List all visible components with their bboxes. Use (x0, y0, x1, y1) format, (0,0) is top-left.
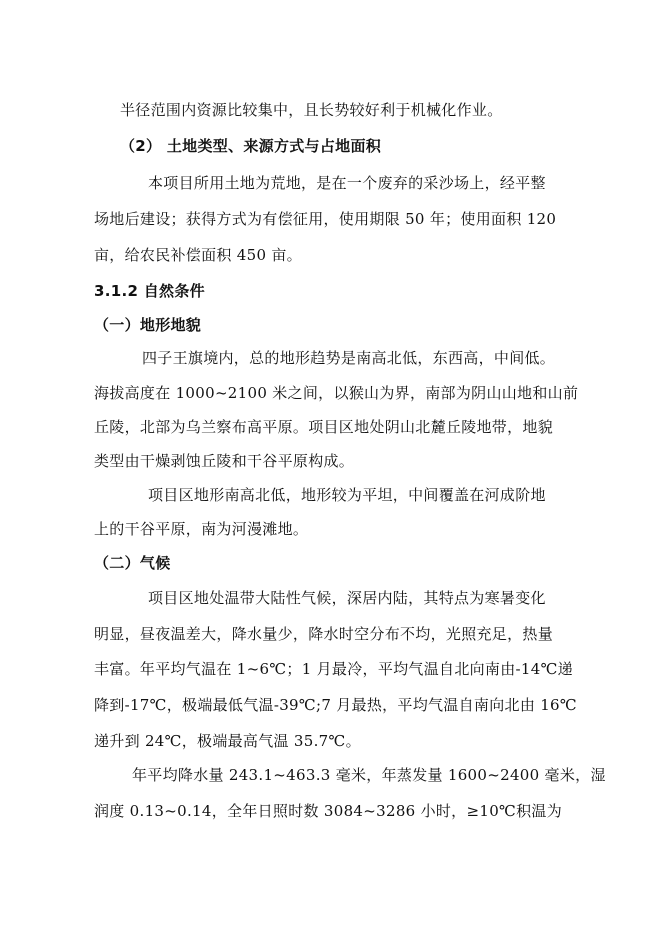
subheading-land-type: （2） 土地类型、来源方式与占地面积 (120, 137, 382, 155)
paragraph-line: 海拔高度在 1000~2100 米之间，以猴山为界，南部为阴山山地和山前 (94, 384, 579, 402)
paragraph-line: 半径范围内资源比较集中，且长势较好利于机械化作业。 (120, 101, 503, 119)
paragraph-line: 明显，昼夜温差大，降水量少，降水时空分布不均，光照充足，热量 (94, 625, 554, 643)
subheading-terrain: （一）地形地貌 (94, 316, 202, 334)
paragraph-line: 项目区地处温带大陆性气候，深居内陆，其特点为寒暑变化 (148, 589, 546, 607)
paragraph-line: 润度 0.13~0.14，全年日照时数 3084~3286 小时，≥10℃积温为 (94, 802, 563, 820)
paragraph-line: 四子王旗境内，总的地形趋势是南高北低，东西高，中间低。 (142, 349, 556, 367)
paragraph-line: 上的干谷平原，南为河漫滩地。 (94, 520, 309, 538)
paragraph-line: 递升到 24℃，极端最高气温 35.7℃。 (94, 732, 361, 750)
subheading-climate: （二）气候 (94, 554, 171, 572)
paragraph-line: 项目区地形南高北低，地形较为平坦，中间覆盖在河成阶地 (148, 486, 546, 504)
paragraph-line: 年平均降水量 243.1~463.3 毫米，年蒸发量 1600~2400 毫米，湿 (132, 766, 606, 784)
paragraph-line: 亩，给农民补偿面积 450 亩。 (94, 246, 302, 264)
paragraph-line: 丘陵，北部为乌兰察布高平原。项目区地处阴山北麓丘陵地带，地貌 (94, 418, 554, 436)
paragraph-line: 类型由干燥剥蚀丘陵和干谷平原构成。 (94, 452, 355, 470)
section-heading: 3.1.2 自然条件 (94, 282, 205, 300)
paragraph-line: 丰富。年平均气温在 1~6℃；1 月最冷，平均气温自北向南由-14℃递 (94, 660, 573, 678)
paragraph-line: 场地后建设；获得方式为有偿征用，使用期限 50 年；使用面积 120 (94, 210, 557, 228)
paragraph-line: 降到-17℃，极端最低气温-39℃;7 月最热，平均气温自南向北由 16℃ (94, 696, 577, 714)
paragraph-line: 本项目所用土地为荒地，是在一个废弃的采沙场上，经平整 (148, 174, 546, 192)
